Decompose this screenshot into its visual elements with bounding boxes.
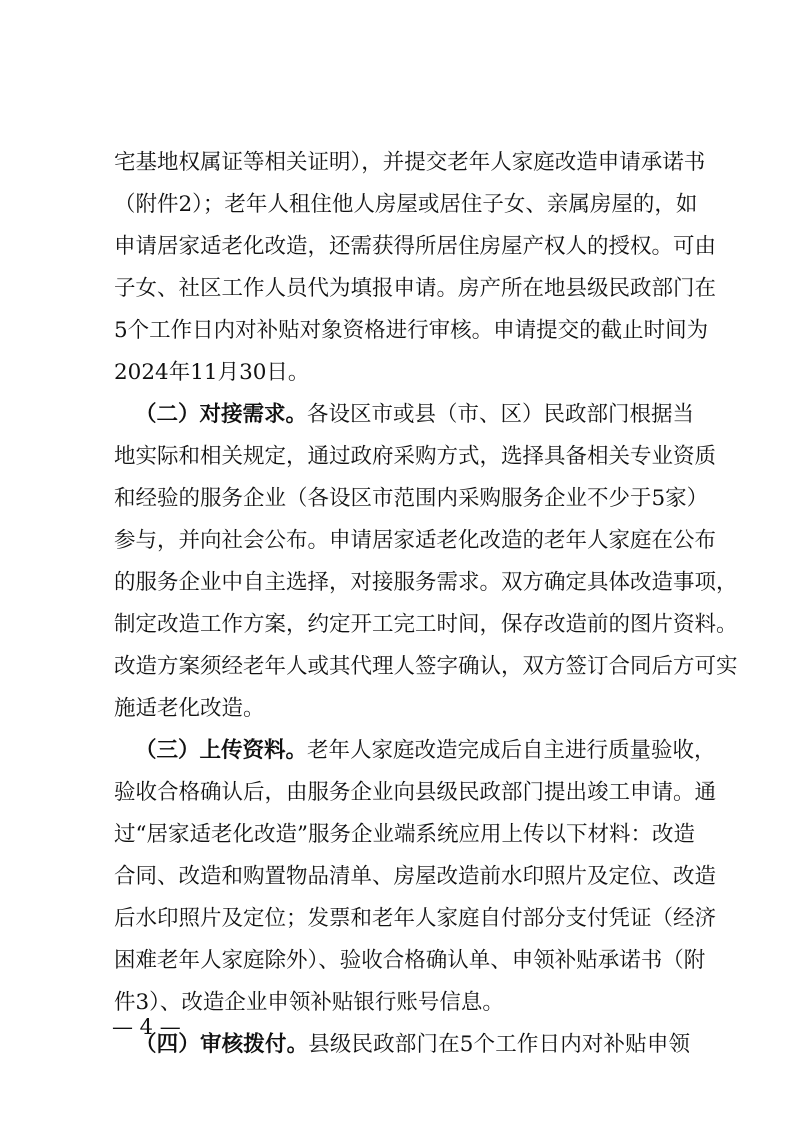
section-first-line bbox=[135, 397, 695, 433]
page-number: — 4 — bbox=[112, 1015, 181, 1039]
paragraph-line: 的服务企业中自主选择，对接服务需求。双方确定具体改造事项， bbox=[114, 570, 738, 595]
section-text: 县级民政部门在5个工作日内对补贴申领 bbox=[308, 1032, 690, 1057]
paragraph-line: 和经验的服务企业（各设区市范围内采购服务企业不少于5家） bbox=[114, 486, 709, 511]
paragraph-line: 施适老化改造。 bbox=[114, 696, 265, 721]
section-heading: （四）审核拨付。 bbox=[135, 1032, 309, 1057]
paragraph-line: 申请居家适老化改造，还需获得所居住房屋产权人的授权。可由 bbox=[114, 234, 717, 259]
paragraph-line: 过“居家适老化改造”服务企业端系统应用上传以下材料：改造 bbox=[114, 822, 695, 847]
paragraph-line: 参与，并向社会公布。申请居家适老化改造的老年人家庭在公布 bbox=[114, 528, 717, 553]
paragraph-line: 合同、改造和购置物品清单、房屋改造前水印照片及定位、改造 bbox=[114, 864, 717, 889]
paragraph-line: 5个工作日内对补贴对象资格进行审核。申请提交的截止时间为 bbox=[114, 318, 709, 343]
paragraph-line: 件3）、改造企业申领补贴银行账号信息。 bbox=[114, 990, 504, 1015]
paragraph-line: 地实际和相关规定，通过政府采购方式，选择具备相关专业资质 bbox=[114, 444, 717, 469]
section-heading: （二）对接需求。 bbox=[135, 402, 308, 427]
paragraph-line: 困难老年人家庭除外）、验收合格确认单、申领补贴承诺书（附 bbox=[114, 948, 706, 973]
section-text: 各设区市或县（市、区）民政部门根据当 bbox=[307, 402, 695, 427]
paragraph-line: 后水印照片及定位；发票和老年人家庭自付部分支付凭证（经济 bbox=[114, 906, 717, 931]
paragraph-line: 2024年11月30日。 bbox=[114, 360, 310, 385]
paragraph-line: 宅基地权属证等相关证明），并提交老年人家庭改造申请承诺书 bbox=[114, 150, 706, 175]
paragraph-line: （附件2）；老年人租住他人房屋或居住子女、亲属房屋的，如 bbox=[114, 192, 698, 217]
paragraph-line: 制定改造工作方案，约定开工完工时间，保存改造前的图片资料。 bbox=[114, 612, 738, 637]
paragraph-line: 子女、社区工作人员代为填报申请。房产所在地县级民政部门在 bbox=[114, 276, 717, 301]
paragraph-line: 验收合格确认后，由服务企业向县级民政部门提出竣工申请。通 bbox=[114, 780, 717, 805]
section-first-line bbox=[135, 733, 716, 769]
section-first-line bbox=[135, 1027, 690, 1063]
section-heading: （三）上传资料。 bbox=[135, 738, 308, 763]
section-text: 老年人家庭改造完成后自主进行质量验收， bbox=[307, 738, 716, 763]
paragraph-line: 改造方案须经老年人或其代理人签字确认，双方签订合同后方可实 bbox=[114, 654, 738, 679]
